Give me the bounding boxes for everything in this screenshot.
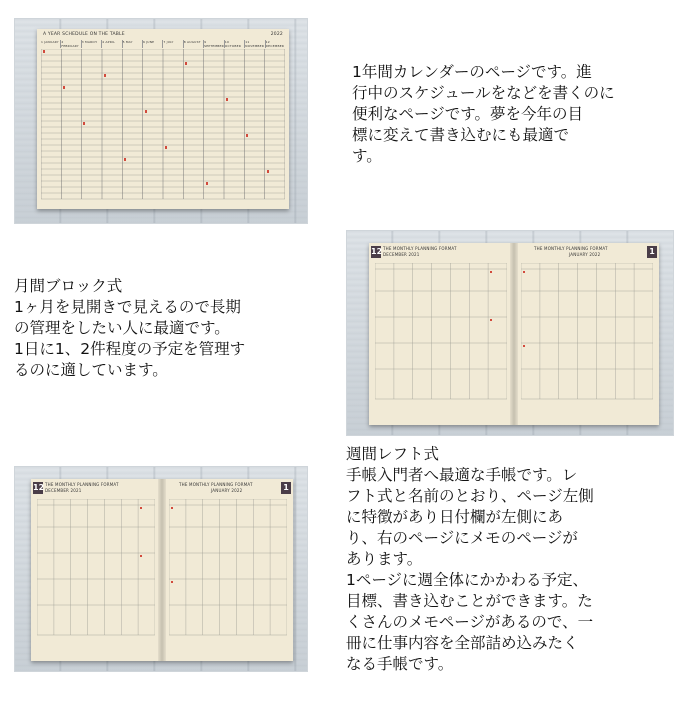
month-label: 9 SEPTEMBER (204, 40, 224, 48)
book-spine (158, 479, 166, 661)
description-line: 1ヶ月を見開きで見えるので長期 (14, 298, 241, 316)
monthly-calendar-photo-bottom (14, 466, 308, 672)
left-page-month: DECEMBER 2021 (45, 488, 82, 493)
description-line: り、右のページにメモのページが (346, 529, 578, 547)
yearly-calendar-photo (14, 18, 308, 224)
right-page-title: THE MONTHLY PLANNING FORMAT (179, 482, 253, 487)
description-line: 月間ブロック式 (14, 277, 123, 295)
month-label: 1 JANUARY (41, 40, 61, 48)
month-number-badge: 12 (33, 483, 45, 492)
month-label: 10 OCTOBER (225, 40, 245, 48)
description-line: 標に変えて書き込むにも最適で (352, 126, 570, 144)
right-page-month: JANUARY 2022 (569, 252, 601, 257)
month-label: 5 MAY (123, 40, 143, 48)
monthly-spread-bottom (31, 479, 293, 661)
description-line: くさんのメモページがあるので、一 (346, 613, 594, 631)
yearly-grid (41, 49, 285, 205)
description-line: 1年間カレンダーのページです。進 (352, 63, 592, 81)
description-line: 週間レフト式 (346, 445, 440, 463)
month-label: 6 JUNE (143, 40, 163, 48)
description-line: あります。 (346, 550, 423, 568)
monthly-grid-right (169, 499, 287, 639)
description-line: 手帳入門者へ最適な手帳です。レ (346, 466, 578, 484)
left-page-title: THE MONTHLY PLANNING FORMAT (45, 482, 119, 487)
description-line: フト式と名前のとおり、ページ左側 (346, 487, 594, 505)
month-label: 11 NOVEMBER (245, 40, 265, 48)
description-line: 1日に1、2件程度の予定を管理す (14, 340, 246, 358)
month-label: 3 MARCH (82, 40, 102, 48)
yearly-description (352, 62, 615, 167)
monthly-grid-left (375, 263, 507, 403)
yearly-month-headers (41, 40, 285, 48)
monthly-spread-top (369, 243, 659, 425)
monthly-description (14, 276, 245, 381)
description-line: の管理をしたい人に最適です。 (14, 319, 230, 337)
month-label: 7 JULY (163, 40, 183, 48)
description-line: に特徴があり日付欄が左側にあ (346, 508, 564, 526)
yearly-planner-page (37, 29, 289, 209)
month-label: 8 AUGUST (184, 40, 204, 48)
month-number-badge: 1 (647, 246, 657, 258)
month-number-badge: 12 (371, 247, 383, 256)
description-line: す。 (352, 147, 382, 165)
month-label: 12 DECEMBER (265, 40, 285, 48)
left-page-month: DECEMBER 2021 (383, 252, 420, 257)
right-page-title: THE MONTHLY PLANNING FORMAT (534, 246, 608, 251)
description-line: 1ページに週全体にかかわる予定、 (346, 571, 589, 589)
description-line: 目標、書き込むことができます。た (346, 592, 593, 610)
yearly-year: 2022 (270, 32, 283, 37)
monthly-grid-right (521, 263, 653, 403)
description-line: るのに適しています。 (14, 361, 168, 379)
weekly-description (346, 444, 594, 675)
monthly-grid-left (37, 499, 155, 639)
description-line: 行中のスケジュールをなどを書くのに (352, 84, 615, 102)
right-page-month: JANUARY 2022 (211, 488, 243, 493)
description-line: 便利なページです。夢を今年の目 (352, 105, 583, 123)
month-label: 4 APRIL (102, 40, 122, 48)
left-page-title: THE MONTHLY PLANNING FORMAT (383, 246, 457, 251)
yearly-header-title: A YEAR SCHEDULE ON THE TABLE (43, 32, 125, 37)
book-spine (510, 243, 518, 425)
description-line: なる手帳です。 (346, 655, 454, 673)
monthly-calendar-photo-top (346, 230, 674, 436)
description-line: 冊に仕事内容を全部詰め込みたく (346, 634, 579, 652)
month-label: 2 FEBRUARY (61, 40, 81, 48)
month-number-badge: 1 (281, 482, 291, 494)
